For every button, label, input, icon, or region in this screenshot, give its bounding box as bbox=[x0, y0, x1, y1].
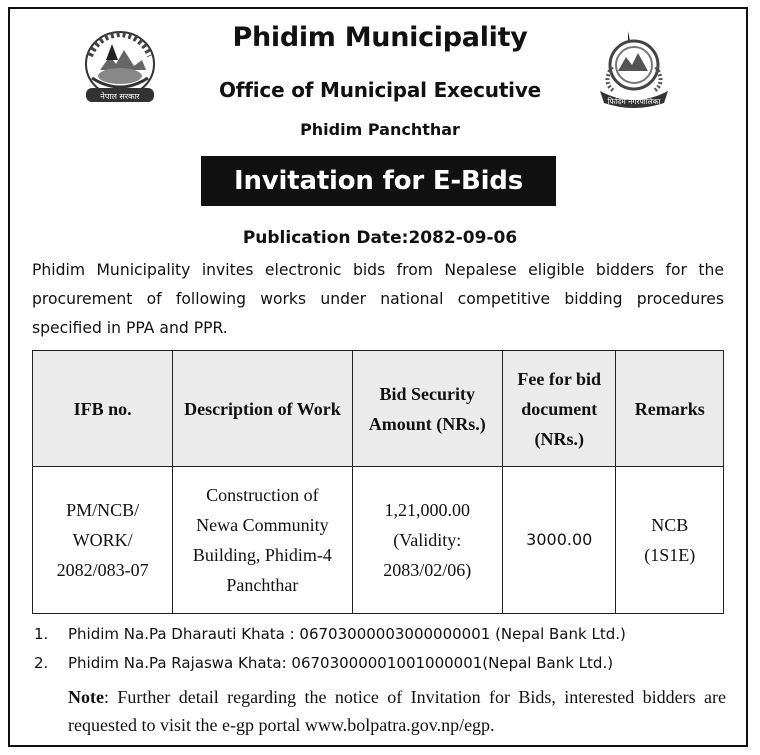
cell-security: 1,21,000.00 (Validity: 2083/02/06) bbox=[352, 467, 502, 614]
office-title: Office of Municipal Executive bbox=[218, 78, 542, 102]
header-security: Bid Security Amount (NRs.) bbox=[352, 351, 502, 467]
note-text: : Further detail regarding the notice of Invitation for Bids, interested bidders are requested to visit the e-gp portal www.bolpatra.gov.np/egp. bbox=[68, 687, 726, 735]
table-row bbox=[33, 467, 724, 614]
intro-paragraph: Phidim Municipality invites electronic bids from Nepalese eligible bidders for the procurement of following works under national competitive bidding procedures specified in PPA and PPR. bbox=[32, 261, 724, 337]
note-label: Note bbox=[68, 687, 104, 707]
invitation-banner: Invitation for E-Bids bbox=[201, 156, 556, 206]
account-item-1: 1. Phidim Na.Pa Dharauti Khata : 06703000003000000001 (Nepal Bank Ltd.) bbox=[34, 625, 626, 643]
header-description: Description of Work bbox=[173, 351, 352, 467]
header-ifb: IFB no. bbox=[33, 351, 173, 467]
account-item-2: 2. Phidim Na.Pa Rajaswa Khata: 06703000001001000001(Nepal Bank Ltd.) bbox=[34, 654, 614, 672]
table-header-row bbox=[33, 351, 724, 467]
municipality-title: Phidim Municipality bbox=[232, 22, 528, 53]
cell-ifb: PM/NCB/ WORK/ 2082/083-07 bbox=[33, 467, 173, 614]
header-fee: Fee for bid document (NRs.) bbox=[503, 351, 616, 467]
publication-date: Publication Date:2082-09-06 bbox=[242, 228, 518, 248]
cell-remarks: NCB (1S1E) bbox=[616, 467, 724, 614]
cell-description: Construction of Newa Community Building, Phidim-4 Panchthar bbox=[173, 467, 352, 614]
note-paragraph bbox=[68, 683, 726, 739]
header-remarks: Remarks bbox=[616, 351, 724, 467]
location-title: Phidim Panchthar bbox=[300, 120, 460, 139]
right-logo-caption: फिदिम नगरपालिका bbox=[607, 97, 661, 106]
left-logo-caption: नेपाल सरकार bbox=[100, 92, 140, 101]
cell-fee: 3000.00 bbox=[503, 467, 616, 614]
bid-table bbox=[32, 350, 724, 614]
